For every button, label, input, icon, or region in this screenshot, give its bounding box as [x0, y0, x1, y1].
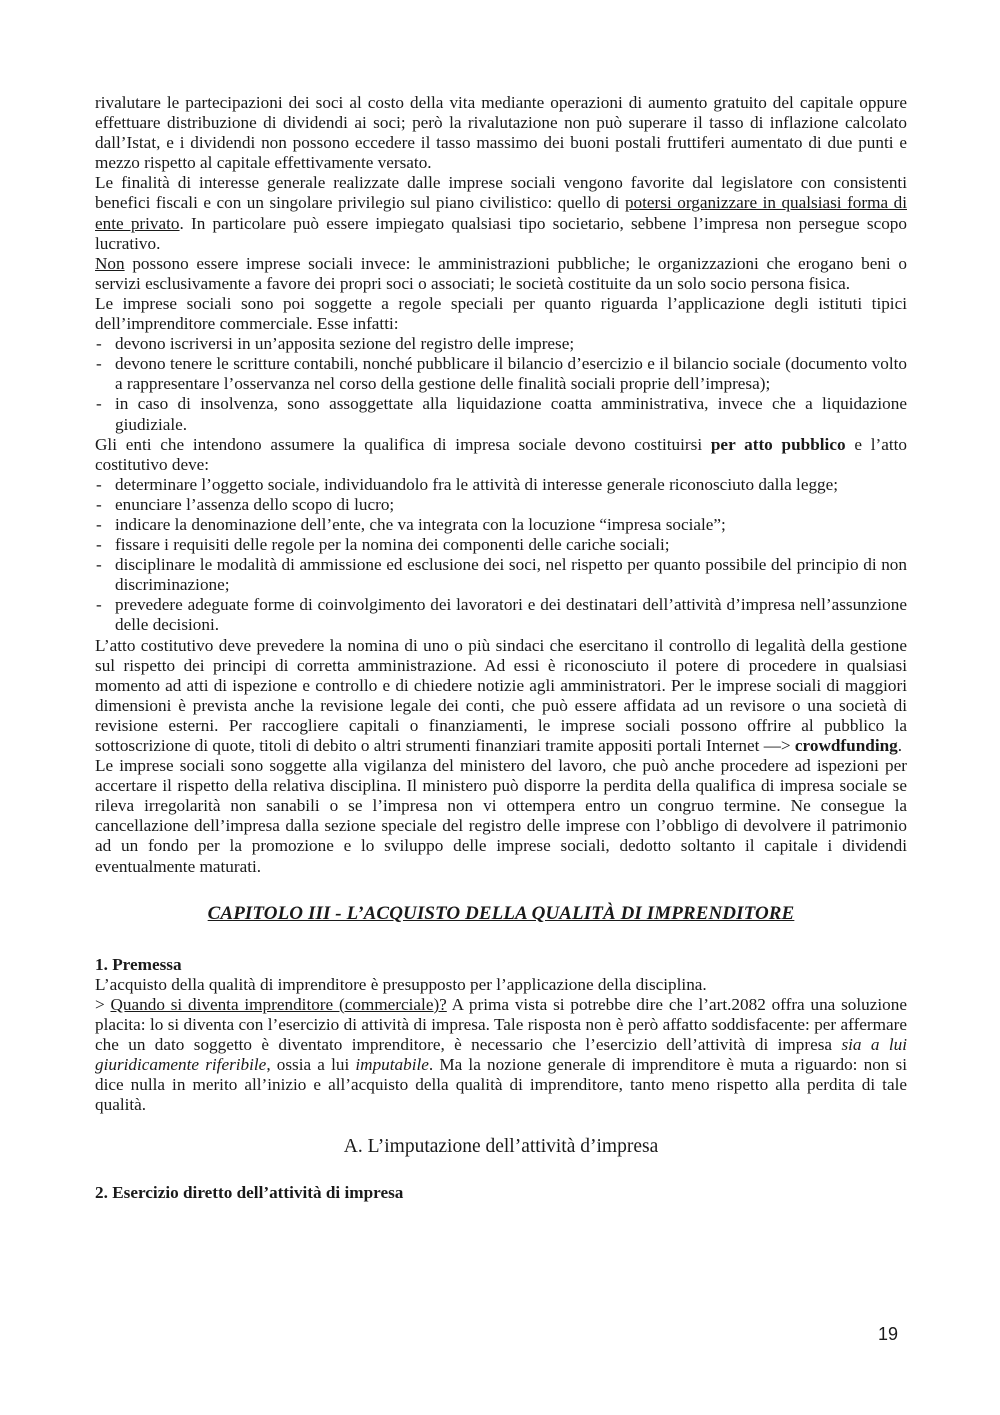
list-item: - prevedere adeguate forme di coinvolgimento dei lavoratori e dei destinatari dell’attività d’impresa nell’assunzione delle decisioni.	[95, 595, 907, 635]
paragraph-public-act	[95, 435, 907, 475]
list-item: - devono iscriversi in un’apposita sezione del registro delle imprese;	[95, 334, 907, 354]
document-page	[95, 93, 907, 1204]
section-title: 1. Premessa	[95, 954, 182, 974]
subsection-heading: A. L’imputazione dell’attività d’impresa	[343, 1136, 659, 1158]
paragraph-premise: L’acquisto della qualità di imprenditore è presupposto per l’applicazione della disciplina.	[95, 974, 707, 994]
chapter-title: CAPITOLO III - L’ACQUISTO DELLA QUALITÀ DI IMPRENDITORE	[207, 902, 795, 924]
list-item: - in caso di insolvenza, sono assoggettate alla liquidazione coatta amministrativa, invece che a liquidazione giudiziale.	[95, 394, 907, 434]
list-item: - devono tenere le scritture contabili, nonché pubblicare il bilancio d’esercizio e il bilancio sociale (documento volto a rappresentare l’osservanza nel corso della gestione delle finalità sociali proprie dell’impresa);	[95, 354, 907, 394]
underlined-question: Quando si diventa imprenditore (commerciale)?	[110, 994, 447, 1014]
text-segment: e l’atto costitutivo deve:	[95, 434, 907, 474]
paragraph-auditors	[95, 636, 907, 757]
bold-phrase: per atto pubblico	[710, 434, 846, 454]
text-segment: .	[897, 736, 903, 755]
paragraph-revaluation: rivalutare le partecipazioni dei soci al costo della vita mediante operazioni di aumento gratuito del capitale oppure effettuare distribuzione di dividendi ai soci; però la rivalutazione non può superare il tasso di inflazione calcolato dall’Istat, e i dividendi non possono eccedere il tasso massimo dei buoni postali fruttiferi aumentato di due punti e mezzo rispetto al capitale effettivamente versato.	[95, 93, 907, 173]
underlined-phrase: potersi organizzare in qualsiasi forma di ente privato	[95, 193, 907, 233]
list-item: - disciplinare le modalità di ammissione ed esclusione dei soci, nel rispetto per quanto possibile del principio di non discriminazione;	[95, 555, 907, 595]
text-segment: possono essere imprese sociali invece: le amministrazioni pubbliche; le organizzazioni che erogano beni o servizi esclusivamente a favore dei propri soci o associati; le società costituite da un solo socio persona fisica.	[95, 253, 907, 293]
section-title: 2. Esercizio diretto dell’attività di impresa	[95, 1183, 404, 1203]
text-segment: L’atto costitutivo deve prevedere la nomina di uno o più sindaci che esercitano il controllo di legalità della gestione sul rispetto dei principi di corretta amministrazione. Ad essi è riconosciuto il potere di procedere in qualsiasi momento ad atti di ispezione e controllo e di chiedere notizie agli amministratori. Per le imprese sociali di maggiori dimensioni è prevista anche la revisione legale dei conti, che può essere affidata ad un revisore o una società di revisione esterni. Per raccogliere capitali o finanziamenti, le imprese sociali possono offrire al pubblico la sottoscrizione di quote, titoli di debito o altri strumenti finanziari tramite appositi portali Internet —>	[95, 635, 907, 755]
list-item: - determinare l’oggetto sociale, individuandolo fra le attività di interesse generale riconosciuto dalla legge;	[95, 475, 907, 495]
italic-phrase: sia a lui giuridicamente riferibile	[95, 1035, 907, 1075]
text-segment: , ossia a lui	[266, 1055, 356, 1075]
paragraph-exclusions	[95, 254, 907, 294]
underlined-word: Non	[95, 253, 125, 273]
obligations-list	[95, 334, 907, 434]
text-segment: . In particolare può essere impiegato qualsiasi tipo societario, sebbene l’impresa non persegue scopo lucrativo.	[95, 213, 907, 253]
page-number: 19	[878, 1324, 899, 1344]
list-item: - enunciare l’assenza dello scopo di lucro;	[95, 495, 907, 515]
bold-term: crowdfunding	[794, 736, 898, 755]
italic-word: imputabile	[355, 1055, 429, 1075]
text-segment: . Ma la nozione generale di imprenditore è muta a riguardo: non si dice nulla in merito all’inizio e all’acquisto della qualità di imprenditore, tanto meno rispetto alla perdita di tale qualità.	[95, 1055, 907, 1115]
list-item: - fissare i requisiti delle regole per la nomina dei componenti delle cariche sociali;	[95, 535, 907, 555]
text-segment: Le finalità di interesse generale realizzate dalle imprese sociali vengono favorite dal legislatore con consistenti benefici fiscali e con un singolare privilegio sul piano civilistico: quello di	[95, 173, 907, 213]
paragraph-special-rules: Le imprese sociali sono poi soggette a regole speciali per quanto riguarda l’applicazione degli istituti tipici dell’imprenditore commerciale. Esse infatti:	[95, 293, 907, 334]
statute-requirements-list	[95, 475, 907, 636]
text-segment: A prima vista si potrebbe dire che l’art.2082 offra una soluzione placita: lo si diventa con l’esercizio di attività di impresa. Tale risposta non è però affatto soddisfacente: per affermare che un dato soggetto è diventato imprenditore, è necessario che l’esercizio dell’attività di impresa	[95, 994, 907, 1055]
text-segment: Gli enti che intendono assumere la qualifica di impresa sociale devono costituirsi	[95, 434, 711, 454]
paragraph-supervision: Le imprese sociali sono soggette alla vigilanza del ministero del lavoro, che può anche procedere ad ispezioni per accertare il rispetto della relativa disciplina. Il ministero può disporre la perdita della qualifica di impresa sociale se rileva irregolarità non sanabili o se l’impresa non vi ottempera entro un congruo termine. Ne consegue la cancellazione dell’impresa dalla sezione speciale del registro delle imprese con l’obbligo di devolvere il patrimonio ad un fondo per la promozione e lo sviluppo delle imprese sociali, dedotto soltanto il capitale i dividendi eventualmente maturati.	[95, 756, 907, 876]
text-segment: >	[95, 994, 111, 1014]
paragraph-general-interest	[95, 173, 907, 253]
list-item: - indicare la denominazione dell’ente, che va integrata con la locuzione “impresa sociale”;	[95, 515, 907, 535]
paragraph-question	[95, 995, 907, 1116]
